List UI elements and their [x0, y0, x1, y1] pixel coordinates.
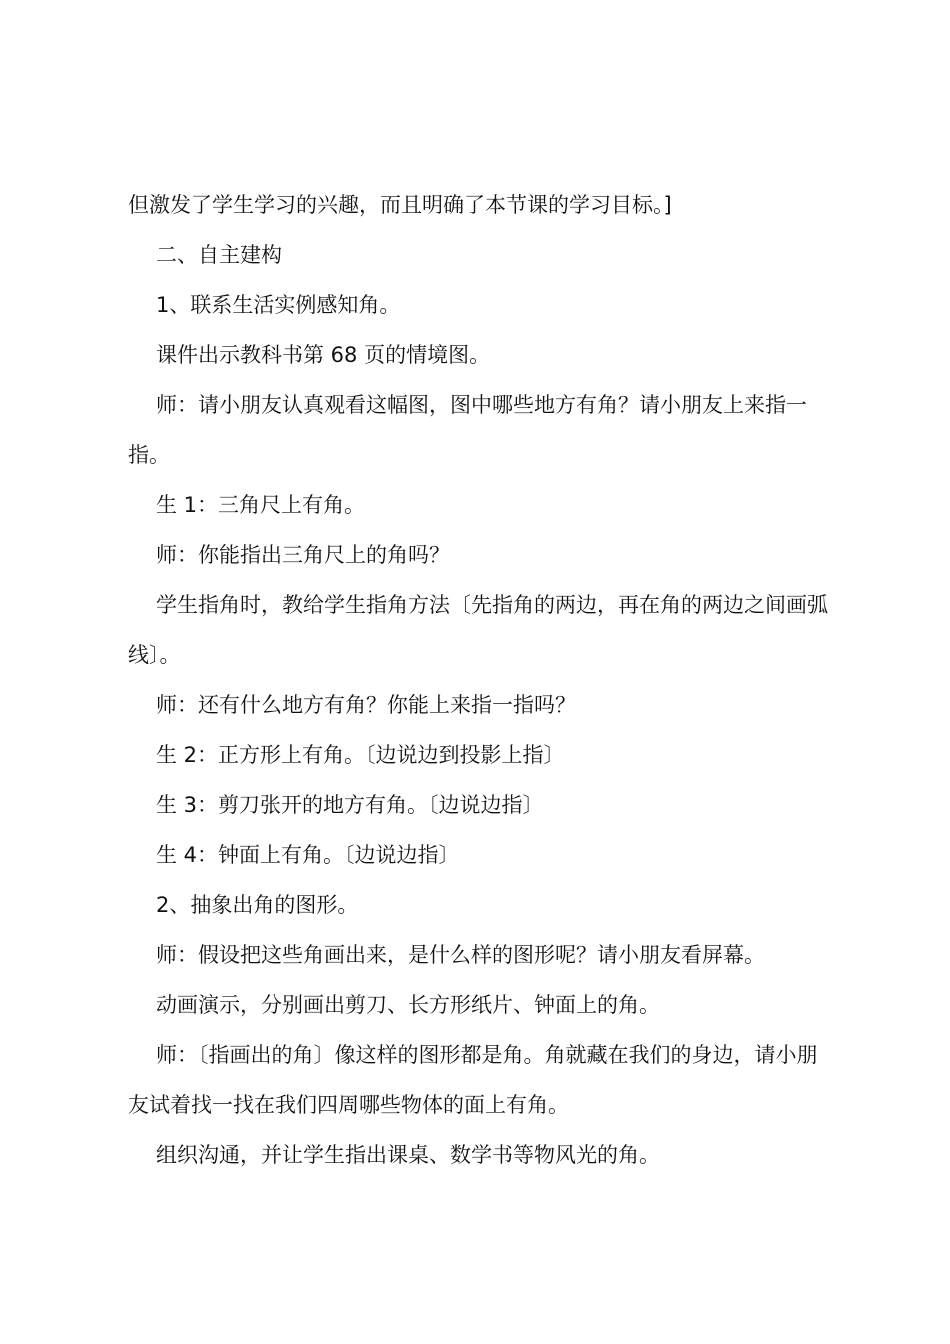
- paragraph: 生 4：钟面上有角。〔边说边指〕: [156, 843, 460, 867]
- paragraph: 师：请小朋友认真观看这幅图，图中哪些地方有角？请小朋友上来指一指。: [128, 393, 807, 467]
- paragraph: 动画演示，分别画出剪刀、长方形纸片、钟面上的角。: [156, 993, 660, 1017]
- paragraph: 生 2：正方形上有角。〔边说边到投影上指〕: [156, 743, 565, 767]
- subsection-heading: 2、抽象出角的图形。: [156, 893, 359, 917]
- section-heading: 二、自主建构: [156, 243, 282, 267]
- paragraph: 生 3：剪刀张开的地方有角。〔边说边指〕: [156, 793, 544, 817]
- paragraph: 生 1：三角尺上有角。: [156, 493, 366, 517]
- paragraph: 师：你能指出三角尺上的角吗？: [156, 543, 450, 567]
- paragraph: 学生指角时，教给学生指角方法〔先指角的两边，再在角的两边之间画弧线〕。: [128, 593, 828, 667]
- subsection-heading: 1、联系生活实例感知角。: [156, 293, 401, 317]
- paragraph: 课件出示教科书第 68 页的情境图。: [156, 343, 491, 367]
- paragraph: 组织沟通，并让学生指出课桌、数学书等物风光的角。: [156, 1143, 660, 1167]
- document-body: [128, 180, 832, 1180]
- paragraph: 师：还有什么地方有角？你能上来指一指吗？: [156, 693, 576, 717]
- paragraph: 但激发了学生学习的兴趣，而且明确了本节课的学习目标。]: [128, 193, 672, 217]
- paragraph: 师：假设把这些角画出来，是什么样的图形呢？请小朋友看屏幕。: [156, 943, 765, 967]
- paragraph: 师：〔指画出的角〕像这样的图形都是角。角就藏在我们的身边，请小朋友试着找一找在我们四周哪些物体的面上有角。: [128, 1043, 818, 1117]
